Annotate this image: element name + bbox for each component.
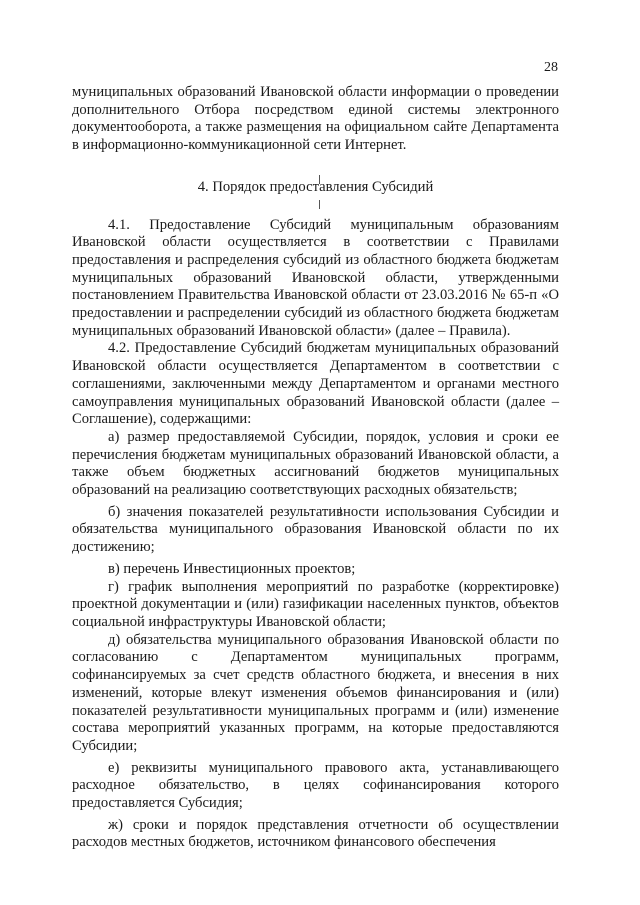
list-item-a: а) размер предоставляемой Субсидии, порядок, условия и сроки ее перечисления бюджетам муниципальных образований Ивановской области, а также объем бюджетных ассигнований бюджетов муниципальных образований на реализацию соответствующих расходных обязательств;	[72, 428, 559, 499]
list-item-g: г) график выполнения мероприятий по разработке (корректировке) проектной документации и (или) газификации населенных пунктов, объектов социальной инфраструктуры Ивановской области;	[72, 578, 559, 630]
list-item-b: б) значения показателей результативности использования Субсидии и обязательства муниципального образования Ивановской области по их достижению;	[72, 503, 559, 556]
section-heading: 4. Порядок предоставления Субсидий	[197, 178, 434, 195]
paragraph-intro: муниципальных образований Ивановской области информации о проведении дополнительного Отбора посредством единой системы электронного документооборота, а также размещения на официальном сайте Департамента в информационно-коммуникационной сети Интернет.	[72, 84, 559, 154]
page-number: 28	[544, 60, 558, 75]
list-item-d: д) обязательства муниципального образования Ивановской области по согласованию с Департаментом муниципальных программ, софинансируемых за счет средств областного бюджета, и внесения в них изменений, которые влекут изменения объемов финансирования и (или) показателей результативности муниципальных программ и (или) изменение состава мероприятий указанных программ, на которые предоставляются Субсидии;	[72, 631, 559, 754]
list-item-v: в) перечень Инвестиционных проектов;	[108, 560, 356, 577]
list-item-zh: ж) сроки и порядок представления отчетности об осуществлении расходов местных бюджетов, источником финансового обеспечения	[72, 816, 559, 851]
document-body	[72, 84, 559, 852]
list-item-e: е) реквизиты муниципального правового акта, устанавливающего расходное обязательство, в целях софинансирования которого предоставляется Субсидия;	[72, 759, 559, 812]
paragraph-4-1: 4.1. Предоставление Субсидий муниципальным образованиям Ивановской области осуществляется в соответствии с Правилами предоставления и распределения субсидий из областного бюджета бюджетам муниципальных образований Ивановской области, утвержденными постановлением Правительства Ивановской области от 23.03.2016 № 65-п «О предоставлении и распределении субсидий из областного бюджета бюджетам муниципальных образований Ивановской области» (далее – Правила).	[72, 216, 559, 339]
paragraph-4-2: 4.2. Предоставление Субсидий бюджетам муниципальных образований Ивановской области осуществляется Департаментом в соответствии с соглашениями, заключенными между Департаментом и органами местного самоуправления муниципальных образований Ивановской области (далее – Соглашение), содержащими:	[72, 340, 559, 428]
